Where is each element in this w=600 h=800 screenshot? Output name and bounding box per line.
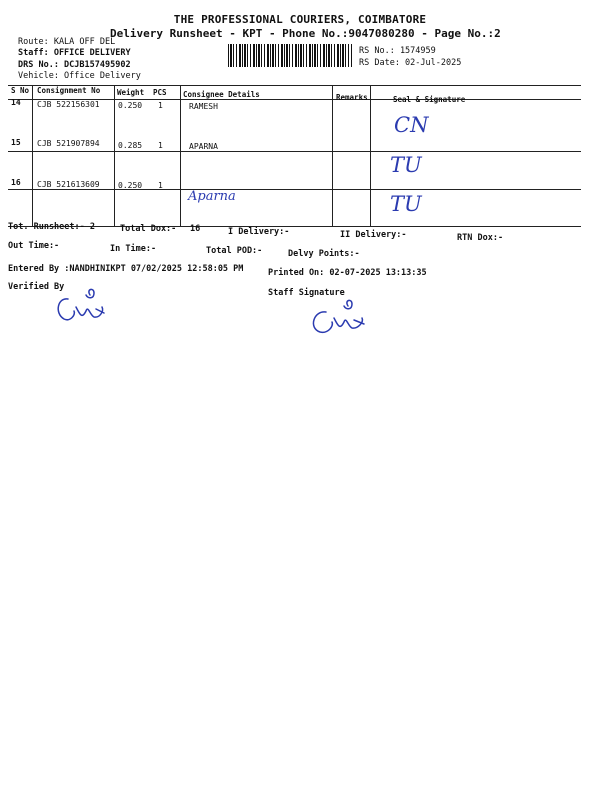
staff-signature-label: Staff Signature	[268, 288, 345, 298]
tot-runsheet: Tot. Runsheet:- 2	[8, 222, 95, 232]
drs-number: DRS No.: DCJB157495902	[18, 60, 131, 70]
staff-signature	[306, 296, 372, 340]
company-name: THE PROFESSIONAL COURIERS, COIMBATORE	[173, 13, 427, 26]
table-row-pcs: 1	[158, 181, 163, 190]
table-row-consignee: RAMESH	[189, 102, 218, 111]
delvy-points: Delvy Points:-	[288, 249, 360, 259]
i-delivery: I Delivery:-	[228, 227, 290, 237]
table-row-consignee: APARNA	[189, 142, 218, 151]
table-row-sno: 16	[11, 178, 21, 187]
table-row-consignment: CJB 522156301	[37, 100, 100, 109]
rtn-dox: RTN Dox:-	[457, 233, 504, 243]
runsheet-title: Delivery Runsheet - KPT - Phone No.:9047080280 - Page No.:2	[110, 27, 501, 40]
col-header-remarks: Remarks	[336, 93, 368, 102]
printed-on: Printed On: 02-07-2025 13:13:35	[268, 268, 427, 278]
column-divider	[370, 85, 371, 226]
signature-mark: CN	[394, 113, 429, 137]
table-row-consignment: CJB 521613609	[37, 180, 100, 189]
staff: Staff: OFFICE DELIVERY	[18, 48, 131, 58]
col-header-consignee: Consignee Details	[183, 90, 260, 99]
table-row-sno: 14	[11, 98, 21, 107]
table-row-pcs: 1	[158, 101, 163, 110]
ii-delivery: II Delivery:-	[340, 230, 407, 240]
signature-mark: TU	[390, 153, 422, 177]
rs-number: RS No.: 1574959	[359, 46, 436, 56]
table-row-sno: 15	[11, 138, 21, 147]
column-divider	[180, 85, 181, 226]
total-pod: Total POD:-	[206, 246, 263, 256]
out-time: Out Time:-	[8, 241, 60, 251]
row-divider	[8, 151, 581, 152]
verified-by-signature	[50, 285, 112, 327]
table-row-weight: 0.250	[118, 101, 143, 110]
table-row-pcs: 1	[158, 141, 163, 150]
total-dox-label: Total Dox:-	[120, 224, 177, 234]
col-header-pcs: PCS	[153, 88, 167, 97]
col-header-consignment: Consignment No	[37, 86, 101, 95]
barcode	[228, 44, 352, 67]
in-time: In Time:-	[110, 244, 157, 254]
vehicle: Vehicle: Office Delivery	[18, 71, 141, 81]
column-divider	[32, 85, 33, 226]
column-divider	[332, 85, 333, 226]
verified-by-label: Verified By	[8, 282, 65, 292]
entered-by: Entered By :NANDHINIKPT 07/02/2025 12:58:05 PM	[8, 264, 244, 274]
column-divider	[114, 85, 115, 226]
table-row-weight: 0.250	[118, 181, 143, 190]
col-header-signature: Seal & Signature	[393, 95, 466, 104]
table-row-weight: 0.285	[118, 141, 143, 150]
total-dox-value: 16	[190, 224, 201, 234]
route: Route: KALA OFF DEL	[18, 37, 116, 47]
signature-mark: TU	[390, 192, 422, 216]
table-row-consignment: CJB 521907894	[37, 139, 100, 148]
row-divider	[8, 189, 581, 190]
col-header-weight: Weight	[117, 88, 145, 97]
rs-date: RS Date: 02-Jul-2025	[359, 58, 462, 68]
col-header-sno: S No	[11, 86, 30, 95]
handwritten-consignee: Aparna	[188, 189, 236, 204]
